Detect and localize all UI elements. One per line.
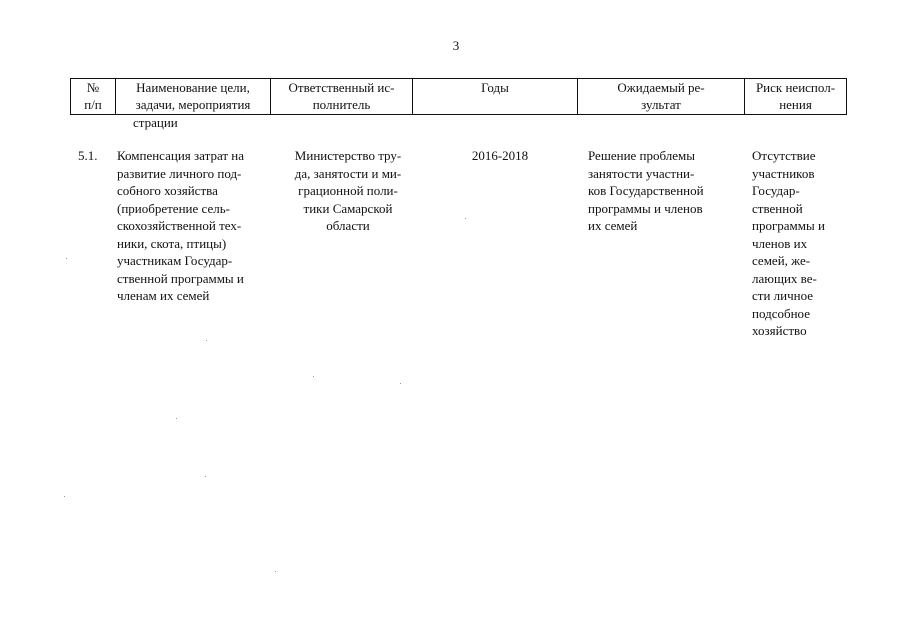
row-risk-cell: Отсутствие участников Государ- ственной программы и членов их семей, же- лающих ве- сти личное подсобное хозяйство xyxy=(752,148,825,338)
row-result-cell: Решение проблемы занятости участни- ков Государственной программы и членов их семей xyxy=(588,148,704,233)
page-number: 3 xyxy=(452,38,460,53)
row-name-cell: Компенсация затрат на развитие личного под- собного хозяйства (приобретение сель- скохозяйственной тех- ники, скота, птицы) участникам Государ- ственной программы и членам их семей xyxy=(117,148,245,303)
scan-speck xyxy=(275,571,276,572)
scan-speck xyxy=(313,376,314,377)
scan-speck xyxy=(400,383,401,384)
scan-speck xyxy=(176,418,177,419)
scan-speck xyxy=(465,218,466,219)
scan-speck xyxy=(66,258,67,259)
scan-speck xyxy=(205,476,206,477)
header-cell-number: № п/п xyxy=(71,79,116,115)
row-responsible-cell: Министерство тру- да, занятости и ми- грационной поли- тики Самарской области xyxy=(294,148,402,233)
row-years-cell: 2016-2018 xyxy=(471,148,529,163)
row-number: 5.1. xyxy=(78,148,98,163)
table-header xyxy=(70,78,847,115)
scan-speck xyxy=(206,340,207,341)
header-cell-years: Годы xyxy=(413,79,578,115)
header-cell-name: Наименование цели, задачи, мероприятия xyxy=(116,79,271,115)
header-cell-risk: Риск неиспол- нения xyxy=(745,79,847,115)
header-cell-result: Ожидаемый ре- зультат xyxy=(578,79,745,115)
header-cell-responsible: Ответственный ис- полнитель xyxy=(271,79,413,115)
scan-speck xyxy=(64,496,65,497)
header-continuation-line: страции xyxy=(133,115,178,130)
